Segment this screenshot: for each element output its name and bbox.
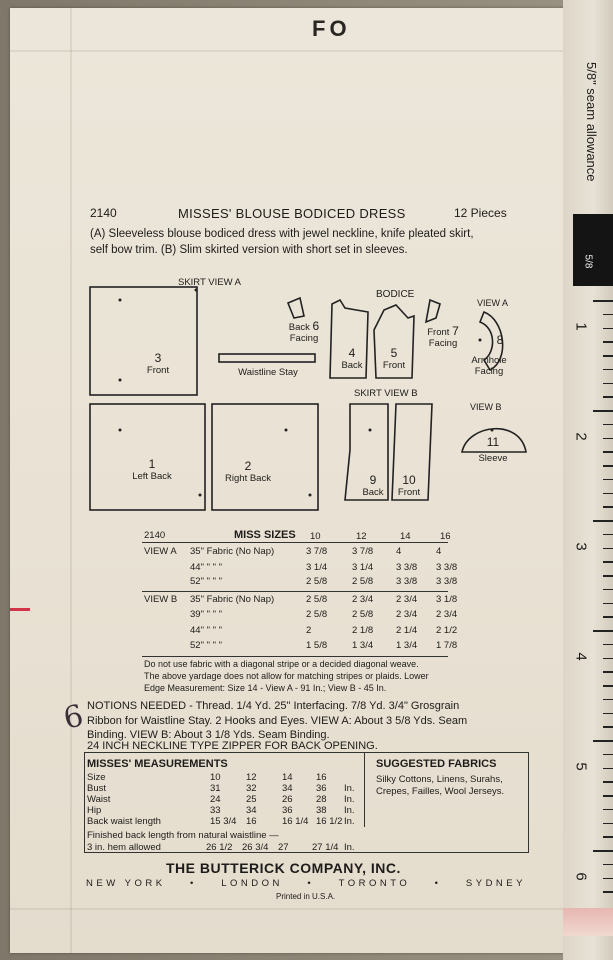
measurements-divider	[364, 752, 365, 827]
measurement-value: 10	[210, 772, 221, 783]
yardage-cell: 3 7/8	[306, 546, 328, 557]
ruler-inch-3: 3	[572, 542, 590, 551]
yardage-cell: 3 3/8	[396, 562, 418, 573]
yardage-rule-mid	[142, 591, 448, 592]
yardage-cell: 2	[306, 625, 312, 636]
description-line-2: self bow trim. (B) Slim skirted version with short set in sleeves.	[90, 244, 408, 256]
yardage-fabric-label: 52" " " "	[190, 640, 222, 651]
finished-length-value: 27 1/4	[312, 842, 339, 853]
measurement-label: Bust	[87, 783, 107, 794]
measurement-value: 26	[282, 794, 293, 805]
yardage-cell: 2 5/8	[306, 576, 328, 587]
company-cities	[86, 878, 526, 889]
yardage-title: MISS SIZES	[234, 529, 296, 541]
yardage-cell: 1 3/4	[396, 640, 418, 651]
yardage-cell: 1 5/8	[306, 640, 328, 651]
notions-line-1: NOTIONS NEEDED - Thread. 1/4 Yd. 25" Interfacing. 7/8 Yd. 3/4" Grosgrain	[87, 700, 460, 712]
yardage-note-3: Edge Measurement: Size 14 - View A - 91 In.; View B - 45 In.	[144, 683, 387, 693]
notions-line-4: 24 INCH NECKLINE TYPE ZIPPER FOR BACK OPENING.	[87, 740, 378, 752]
yardage-cell: 2 5/8	[352, 576, 374, 587]
measurement-value: 36	[282, 805, 293, 816]
measurement-label: Size	[87, 772, 106, 783]
measurement-unit: In.	[344, 805, 355, 816]
measurement-unit: In.	[344, 783, 355, 794]
ruler-inch-5: 5	[572, 762, 590, 771]
yardage-cell: 1 7/8	[436, 640, 458, 651]
piece-3-label: 3 Front	[146, 351, 170, 376]
ruler-inch-1: 1	[572, 322, 590, 331]
suggested-fabrics-line-2: Crepes, Failles, Wool Jerseys.	[376, 786, 505, 797]
measurement-value: 16	[316, 772, 327, 783]
size-header-12: 12	[356, 531, 367, 542]
measurement-label: Hip	[87, 805, 102, 816]
yardage-cell: 1 3/4	[352, 640, 374, 651]
measurement-value: 34	[282, 783, 293, 794]
piece-2-label: 2 Right Back	[225, 459, 271, 484]
yardage-cell: 3 3/8	[396, 576, 418, 587]
piece-7-label: Front 7 Facing	[427, 324, 459, 349]
suggested-fabrics-title: SUGGESTED FABRICS	[376, 758, 497, 770]
ruler-inch-6: 6	[572, 872, 590, 881]
finished-length-value: 27	[278, 842, 289, 853]
finished-length-value: 26 3/4	[242, 842, 269, 853]
yardage-cell: 2 1/4	[396, 625, 418, 636]
piece-9-label: 9 Back	[362, 473, 384, 498]
piece-5-label: 5 Front	[382, 346, 406, 371]
piece-8-label: 8 Armhole Facing	[471, 333, 507, 377]
yardage-cell: 2 3/4	[396, 594, 418, 605]
piece-1-shape	[90, 404, 205, 510]
notions-line-3: Binding. VIEW B: About 3 1/8 Yds. Seam Binding.	[87, 729, 330, 741]
piece-waistline-stay-label: Waistline Stay	[238, 367, 298, 378]
measurement-value: 25	[246, 794, 257, 805]
yardage-cell: 4	[436, 546, 442, 557]
description-line-1: (A) Sleeveless blouse bodiced dress with jewel neckline, knife pleated skirt,	[90, 228, 474, 240]
yardage-cell: 3 1/8	[436, 594, 458, 605]
piece-10-label: 10 Front	[397, 473, 421, 498]
yardage-rule-top	[142, 542, 448, 543]
company-name: THE BUTTERICK COMPANY, INC.	[166, 860, 401, 876]
measurement-value: 16 1/4	[282, 816, 309, 827]
measurement-unit: In.	[344, 794, 355, 805]
yardage-cell: 2 3/4	[352, 594, 374, 605]
yardage-number: 2140	[144, 530, 166, 541]
pattern-number: 2140	[90, 206, 117, 220]
city-london: LONDON	[221, 878, 283, 889]
yardage-view-label: VIEW A	[144, 546, 177, 557]
piece-3-shape	[90, 287, 197, 395]
city-separator: •	[307, 878, 315, 889]
skirt-view-a-label: SKIRT VIEW A	[178, 277, 242, 288]
ruler-inch-4: 4	[572, 652, 590, 661]
measurement-label: Back waist length	[87, 816, 161, 827]
yardage-cell: 4	[396, 546, 402, 557]
piece-4-label: 4 Back	[341, 346, 363, 371]
piece-2-shape	[212, 404, 318, 510]
yardage-cell: 2 5/8	[306, 594, 328, 605]
yardage-fabric-label: 52" " " "	[190, 576, 222, 587]
yardage-fabric-label: 35" Fabric (No Nap)	[190, 546, 275, 557]
yardage-cell: 3 7/8	[352, 546, 374, 557]
yardage-fabric-label: 44" " " "	[190, 625, 222, 636]
piece-1-label: 1 Left Back	[132, 457, 172, 482]
piece-11-label: 11 Sleeve	[478, 435, 508, 464]
city-separator: •	[434, 878, 442, 889]
yardage-cell: 2 5/8	[352, 609, 374, 620]
pattern-title: MISSES' BLOUSE BODICED DRESS	[178, 206, 406, 221]
yardage-cell: 2 5/8	[306, 609, 328, 620]
suggested-fabrics-line-1: Silky Cottons, Linens, Surahs,	[376, 774, 503, 785]
city-sydney: SYDNEY	[465, 878, 526, 889]
measurement-value: 16 1/2	[316, 816, 343, 827]
notions-line-2: Ribbon for Waistline Stay. 2 Hooks and Eyes. VIEW A: About 3 5/8 Yds. Seam	[87, 715, 468, 727]
piece-waistline-stay-shape	[219, 354, 315, 362]
finished-length-value: 26 1/2	[206, 842, 233, 853]
finished-length-unit: In.	[344, 842, 355, 853]
ruler-inch-2: 2	[572, 432, 590, 441]
bodice-label: BODICE	[376, 289, 415, 300]
yardage-fabric-label: 35" Fabric (No Nap)	[190, 594, 275, 605]
size-header-16: 16	[440, 531, 451, 542]
yardage-fabric-label: 44" " " "	[190, 562, 222, 573]
yardage-cell: 2 3/4	[396, 609, 418, 620]
printed-in-label: Printed in U.S.A.	[276, 892, 336, 901]
top-corner-text: FO	[312, 16, 351, 41]
measurement-value: 15 3/4	[210, 816, 237, 827]
skirt-view-b-label: SKIRT VIEW B	[354, 388, 418, 399]
measurement-value: 28	[316, 794, 327, 805]
size-header-14: 14	[400, 531, 411, 542]
measurement-value: 34	[246, 805, 257, 816]
measurement-value: 36	[316, 783, 327, 794]
yardage-view-label: VIEW B	[144, 594, 178, 605]
measurements-title: MISSES' MEASUREMENTS	[87, 758, 228, 770]
finished-length-label: 3 in. hem allowed	[87, 842, 161, 853]
handwritten-number: 6	[60, 698, 87, 737]
finished-length-note: Finished back length from natural waistline —	[87, 830, 279, 841]
ruler-frac-label: 5/8	[582, 254, 594, 269]
yardage-cell: 3 3/8	[436, 562, 458, 573]
yardage-fabric-label: 39" " " "	[190, 609, 222, 620]
yardage-rule-bottom	[142, 656, 448, 657]
piece-6-label: Back 6 Facing	[288, 319, 320, 344]
pattern-pieces-count: 12 Pieces	[454, 206, 507, 220]
view-a-label: VIEW A	[477, 298, 509, 308]
measurement-value: 12	[246, 772, 257, 783]
piece-7-shape	[426, 300, 440, 322]
measurement-value: 32	[246, 783, 257, 794]
measurement-value: 38	[316, 805, 327, 816]
piece-6-shape	[288, 298, 304, 318]
seam-allowance-label: 5/8" seam allowance	[584, 62, 599, 182]
view-b-label: VIEW B	[470, 402, 502, 412]
yardage-note-1: Do not use fabric with a diagonal stripe or a decided diagonal weave.	[144, 659, 419, 669]
yardage-cell: 2 3/4	[436, 609, 458, 620]
city-separator: •	[189, 878, 197, 889]
measurement-label: Waist	[87, 794, 111, 805]
city-new-york: NEW YORK	[86, 878, 166, 889]
size-header-10: 10	[310, 531, 321, 542]
yardage-cell: 3 1/4	[306, 562, 328, 573]
city-toronto: TORONTO	[338, 878, 411, 889]
yardage-cell: 2 1/8	[352, 625, 374, 636]
measurement-value: 24	[210, 794, 221, 805]
measurement-unit: In.	[344, 816, 355, 827]
measurement-value: 33	[210, 805, 221, 816]
measurement-value: 14	[282, 772, 293, 783]
yardage-cell: 3 1/4	[352, 562, 374, 573]
yardage-note-2: The above yardage does not allow for matching stripes or plaids. Lower	[144, 671, 429, 681]
yardage-cell: 3 3/8	[436, 576, 458, 587]
measurement-value: 16	[246, 816, 257, 827]
measurement-value: 31	[210, 783, 221, 794]
yardage-cell: 2 1/2	[436, 625, 458, 636]
